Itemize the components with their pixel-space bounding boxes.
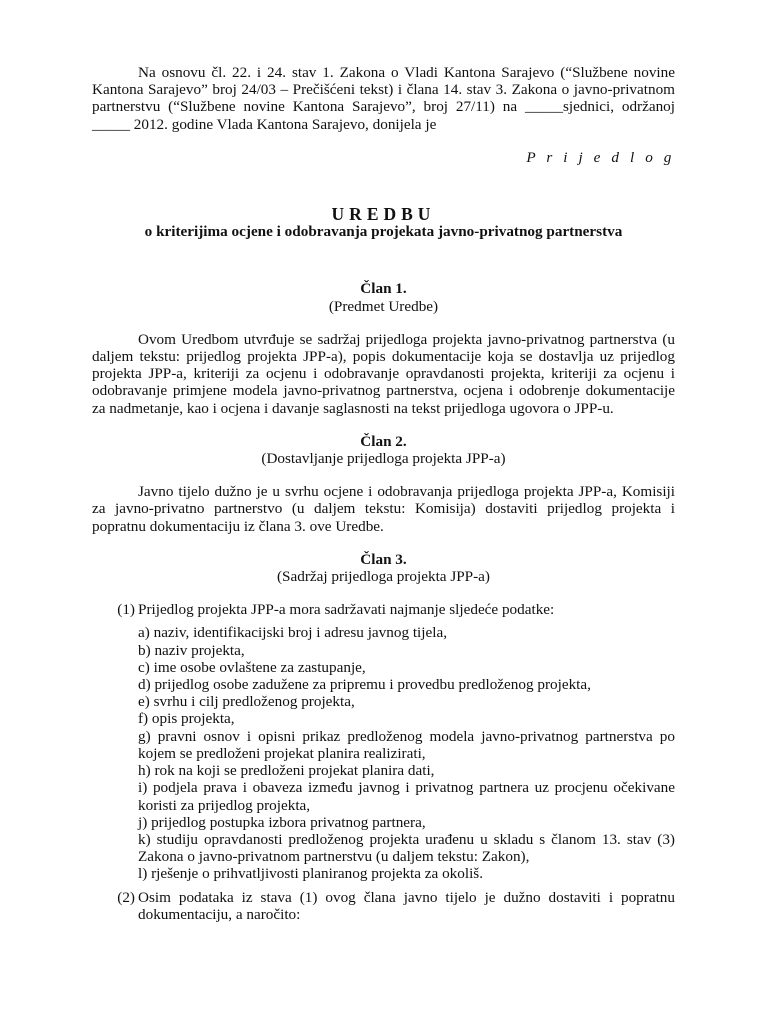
list-item: k) studiju opravdanosti predloženog projekta urađenu u skladu s članom 13. stav (3) Zakona o javno-privatnom partnerstvu (u daljem tekstu: Zakon), [138, 830, 675, 866]
list-item: l) rješenje o prihvatljivosti planiranog projekta za okoliš. [138, 865, 484, 883]
article-1-text: Ovom Uredbom utvrđuje se sadržaj prijedloga projekta javno-privatnog partnerstva (u daljem tekstu: prijedlog projekta JPP-a), popis dokumentacije koja se dostavlja uz prijedlog projekta JPP-a, kriteriji za ocjenu i odobravanje opravdanosti projekta, kriteriji za ocjenu i odobravanje primjene modela javno-privatnog partnerstva, ocjena i odobrenje dokumentacije za nadmetanje, kao i ocjena i davanje saglasnosti na tekst prijedloga ugovora o JPP-u. [92, 330, 675, 417]
article-2-subheading: (Dostavljanje prijedloga projekta JPP-a) [261, 450, 506, 468]
item-text: Osim podataka iz stava (1) ovog člana javno tijelo je dužno dostaviti i popratnu dokumentaciju, a naročito: [138, 888, 675, 923]
list-item: h) rok na koji se predloženi projekat planira dati, [138, 762, 435, 780]
article-2-text: Javno tijelo dužno je u svrhu ocjene i odobravanja prijedloga projekta JPP-a, Komisiji za javno-privatno partnerstvo (u daljem tekstu: Komisija) dostaviti prijedlog projekta i popratnu dokumentaciju iz člana 3. ove Uredbe. [92, 483, 675, 535]
list-item: c) ime osobe ovlaštene za zastupanje, [138, 658, 366, 676]
document-subtitle: o kriterijima ocjene i odobravanja projekata javno-privatnog partnerstva [144, 223, 623, 241]
item-number: (1) [117, 601, 135, 619]
article-3-subheading: (Sadržaj prijedloga projekta JPP-a) [277, 568, 490, 586]
list-item: f) opis projekta, [138, 710, 235, 728]
document-page [92, 64, 675, 923]
list-item: i) podjela prava i obaveza između javnog i privatnog partnera uz procjenu očekivane koristi za prijedlog projekta, [138, 779, 675, 814]
document-title: UREDBU [331, 204, 436, 225]
article-3-item-2 [92, 889, 675, 923]
article-3-item-1-list [138, 624, 675, 882]
list-item: d) prijedlog osobe zadužene za pripremu i provedbu predloženog projekta, [138, 676, 591, 694]
list-item: b) naziv projekta, [138, 641, 245, 659]
list-item: a) naziv, identifikacijski broj i adresu javnog tijela, [138, 624, 447, 642]
preamble-paragraph: Na osnovu čl. 22. i 24. stav 1. Zakona o Vladi Kantona Sarajevo (“Službene novine Kantona Sarajevo” broj 24/03 – Prečišćeni tekst) i člana 14. stav 3. Zakona o javno-privatnom partnerstvu (“Službene novine Kantona Sarajevo”, broj 27/11) na _____sjednici, održanoj _____ 2012. godine Vlada Kantona Sarajevo, donijela je [92, 64, 675, 133]
draft-label: P r i j e d l o g [526, 148, 675, 166]
article-1-heading: Član 1. [360, 280, 407, 298]
article-1-subheading: (Predmet Uredbe) [328, 297, 439, 315]
list-item: g) pravni osnov i opisni prikaz predloženog modela javno-privatnog partnerstva po kojem se predloženi projekat planira realizirati, [138, 727, 675, 762]
list-item: e) svrhu i cilj predloženog projekta, [138, 693, 355, 711]
list-item: j) prijedlog postupka izbora privatnog partnera, [138, 813, 426, 831]
article-2-heading: Član 2. [360, 432, 407, 450]
article-3-heading: Član 3. [360, 550, 407, 568]
item-number: (2) [117, 888, 135, 906]
item-text: Prijedlog projekta JPP-a mora sadržavati najmanje sljedeće podatke: [138, 601, 555, 619]
article-3-item-1 [92, 601, 675, 618]
